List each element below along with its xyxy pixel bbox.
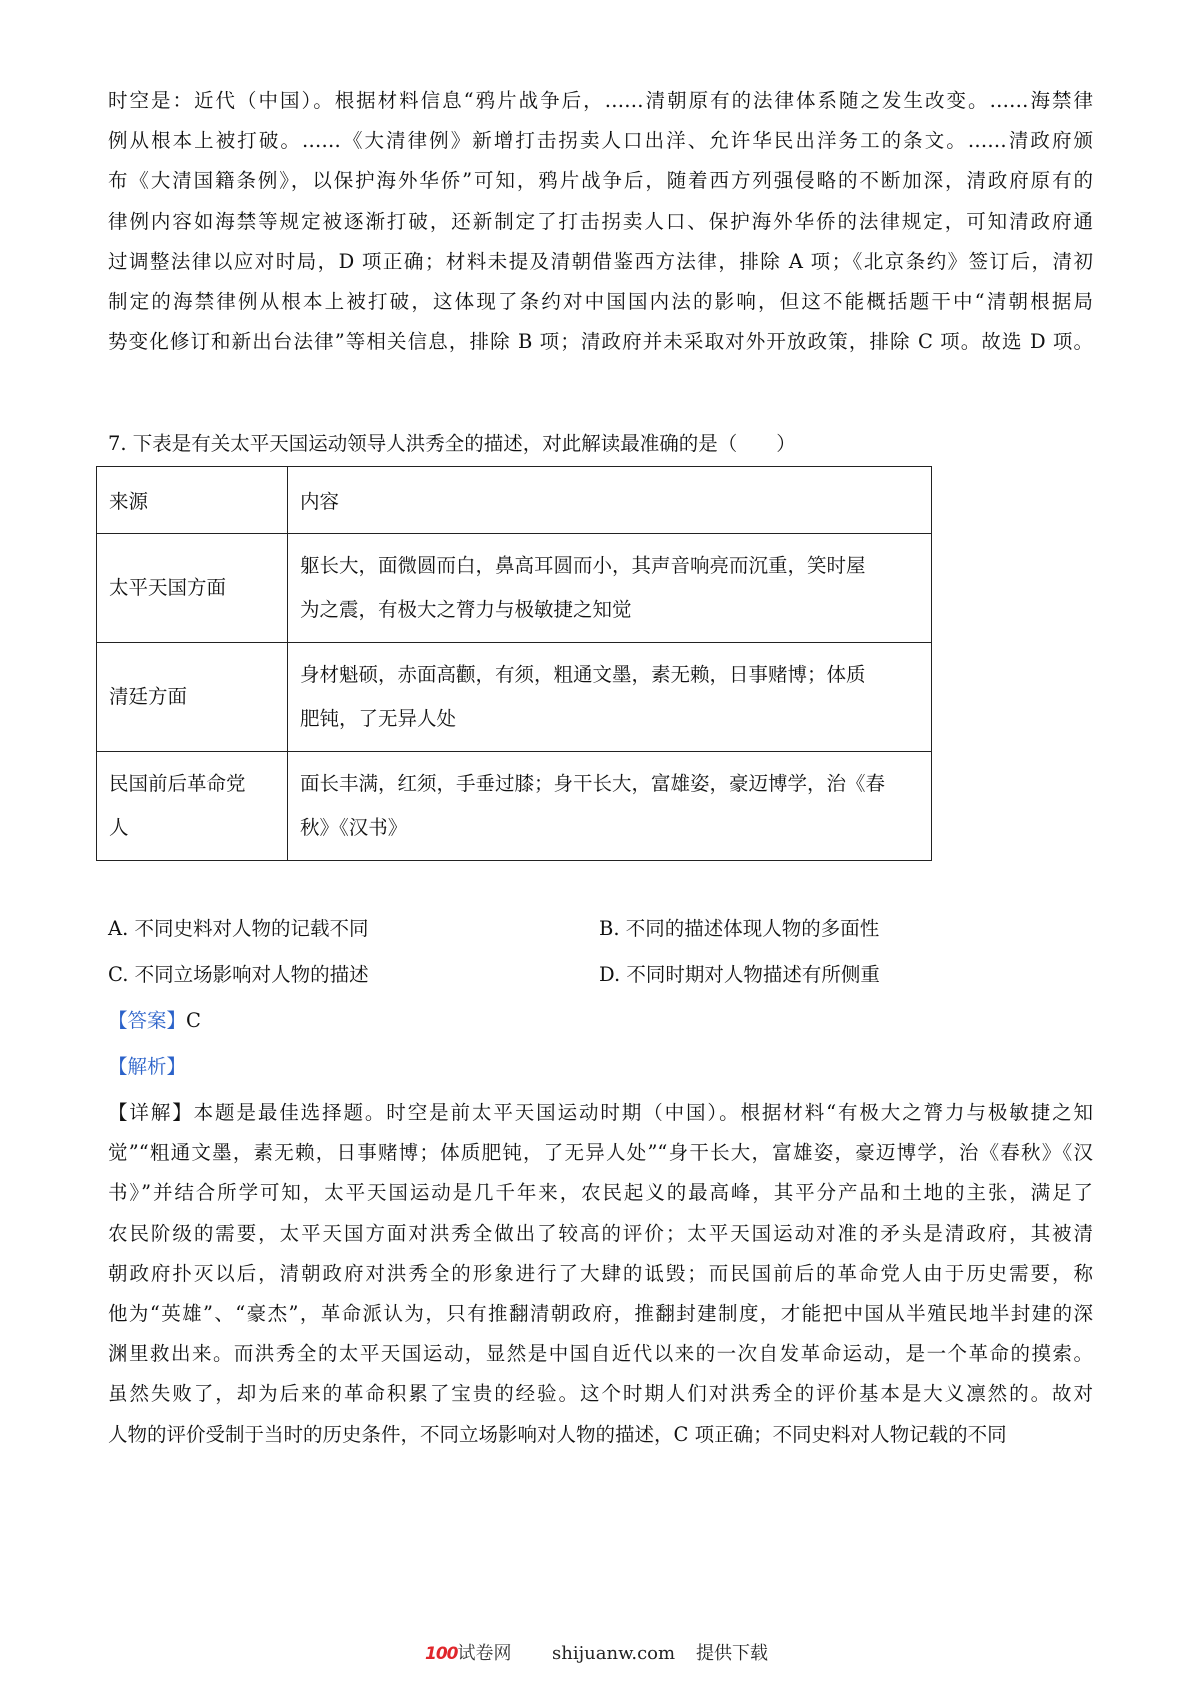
text-line: 觉”“粗通文墨，素无赖，日事赌博；体质肥钝，了无异人处”“身干长大，富雄姿，豪迈博学，治《春秋》《汉 bbox=[108, 1141, 1093, 1165]
text-line: 朝政府扑灭以后，清朝政府对洪秀全的形象进行了大肆的诋毁；而民国前后的革命党人由于历史需要，称 bbox=[108, 1261, 1093, 1285]
option-a: A. 不同史料对人物的记载不同 bbox=[108, 917, 369, 940]
option-d: D. 不同时期对人物描述有所侧重 bbox=[599, 963, 880, 986]
text-line: 例从根本上被打破。……《大清律例》新增打击拐卖人口出洋、允许华民出洋务工的条文。……清政府颁 bbox=[108, 129, 1093, 153]
detail-label: 【详解】 bbox=[108, 1101, 194, 1124]
text-line bbox=[108, 1093, 1093, 1133]
table-cell-source bbox=[97, 752, 288, 861]
table-header-cell: 内容 bbox=[288, 467, 932, 534]
text-line: 农民阶级的需要，太平天国方面对洪秀全做出了较高的评价；太平天国运动对准的矛头是清政府，其被清 bbox=[108, 1221, 1093, 1245]
cell-text: 人 bbox=[109, 816, 129, 839]
text-line: 他为“英雄”、“豪杰”，革命派认为，只有推翻清朝政府，推翻封建制度，才能把中国从半殖民地半封建的深 bbox=[108, 1301, 1093, 1325]
text-line: 人物的评价受制于当时的历史条件，不同立场影响对人物的描述，C 项正确；不同史料对人物记载的不同 bbox=[108, 1422, 1007, 1446]
text-line: 渊里救出来。而洪秀全的太平天国运动，显然是中国自近代以来的一次自发革命运动，是一个革命的摸索。 bbox=[108, 1342, 1093, 1366]
question-title: 7. 下表是有关太平天国运动领导人洪秀全的描述，对此解读最准确的是（ ） bbox=[108, 432, 796, 455]
cell-text: 为之震，有极大之膂力与极敏捷之知觉 bbox=[300, 598, 632, 621]
site-logo bbox=[425, 1641, 512, 1667]
site-url[interactable]: shijuanw.com bbox=[552, 1643, 676, 1664]
cell-text: 身材魁硕，赤面高颧，有须，粗通文墨，素无赖，日事赌博；体质 bbox=[300, 663, 866, 686]
detail-text: 本题是最佳选择题。时空是前太平天国运动时期（中国）。根据材料“有极大之膂力与极敏捷之知 bbox=[193, 1101, 1093, 1124]
text-line: 过调整法律以应对时局，D 项正确；材料未提及清朝借鉴西方法律，排除 A 项；《北京条约》签订后，清初 bbox=[108, 249, 1093, 273]
text-line: 虽然失败了，却为后来的革命积累了宝贵的经验。这个时期人们对洪秀全的评价基本是大义凛然的。故对 bbox=[108, 1382, 1093, 1406]
table-header-row bbox=[97, 467, 932, 534]
table-cell-content bbox=[288, 752, 932, 861]
text-line: 布《大清国籍条例》，以保护海外华侨”可知，鸦片战争后，随着西方列强侵略的不断加深，清政府原有的 bbox=[108, 169, 1093, 193]
cell-text: 面长丰满，红须，手垂过膝；身干长大，富雄姿，豪迈博学，治《春 bbox=[300, 772, 886, 795]
source-table bbox=[96, 466, 932, 861]
option-c: C. 不同立场影响对人物的描述 bbox=[108, 963, 369, 986]
answer-label: 【答案】 bbox=[108, 1009, 187, 1032]
table-cell-content bbox=[288, 534, 932, 643]
analysis-label: 【解析】 bbox=[108, 1055, 187, 1078]
table-cell-source bbox=[97, 643, 288, 752]
analysis-line bbox=[108, 1047, 186, 1087]
page-footer bbox=[0, 1641, 1191, 1667]
answer-value: C bbox=[186, 1009, 201, 1032]
detail-paragraph bbox=[108, 1093, 1093, 1455]
intro-paragraph bbox=[108, 81, 1093, 362]
table-cell-content bbox=[288, 643, 932, 752]
cell-text: 太平天国方面 bbox=[109, 576, 227, 599]
download-note: 提供下载 bbox=[696, 1643, 768, 1664]
cell-text: 秋》《汉书》 bbox=[300, 816, 408, 839]
option-b: B. 不同的描述体现人物的多面性 bbox=[599, 917, 880, 940]
logo-mark: 100 bbox=[425, 1644, 458, 1664]
text-line: 制定的海禁律例从根本上被打破，这体现了条约对中国国内法的影响，但这不能概括题干中“清朝根据局 bbox=[108, 289, 1093, 313]
text-line: 时空是：近代（中国）。根据材料信息“鸦片战争后，……清朝原有的法律体系随之发生改变。……海禁律 bbox=[108, 89, 1093, 112]
text-line: 势变化修订和新出台法律”等相关信息，排除 B 项；清政府并未采取对外开放政策，排除 C 项。故选 D 项。 bbox=[108, 330, 1093, 354]
table-row bbox=[97, 643, 932, 752]
logo-text: 试卷网 bbox=[457, 1643, 512, 1664]
cell-text: 肥钝，了无异人处 bbox=[300, 707, 457, 730]
cell-text: 躯长大，面微圆而白，鼻高耳圆而小，其声音响亮而沉重，笑时屋 bbox=[300, 554, 866, 577]
table-header-cell: 来源 bbox=[97, 467, 288, 534]
answer-line bbox=[108, 1001, 201, 1041]
table-row bbox=[97, 534, 932, 643]
table-row bbox=[97, 752, 932, 861]
text-line: 律例内容如海禁等规定被逐渐打破，还新制定了打击拐卖人口、保护海外华侨的法律规定，可知清政府通 bbox=[108, 209, 1093, 233]
cell-text: 清廷方面 bbox=[109, 685, 188, 708]
cell-text: 民国前后革命党 bbox=[109, 772, 246, 795]
text-line: 书》”并结合所学可知，太平天国运动是几千年来，农民起义的最高峰，其平分产品和土地的主张，满足了 bbox=[108, 1181, 1093, 1205]
table-cell-source bbox=[97, 534, 288, 643]
